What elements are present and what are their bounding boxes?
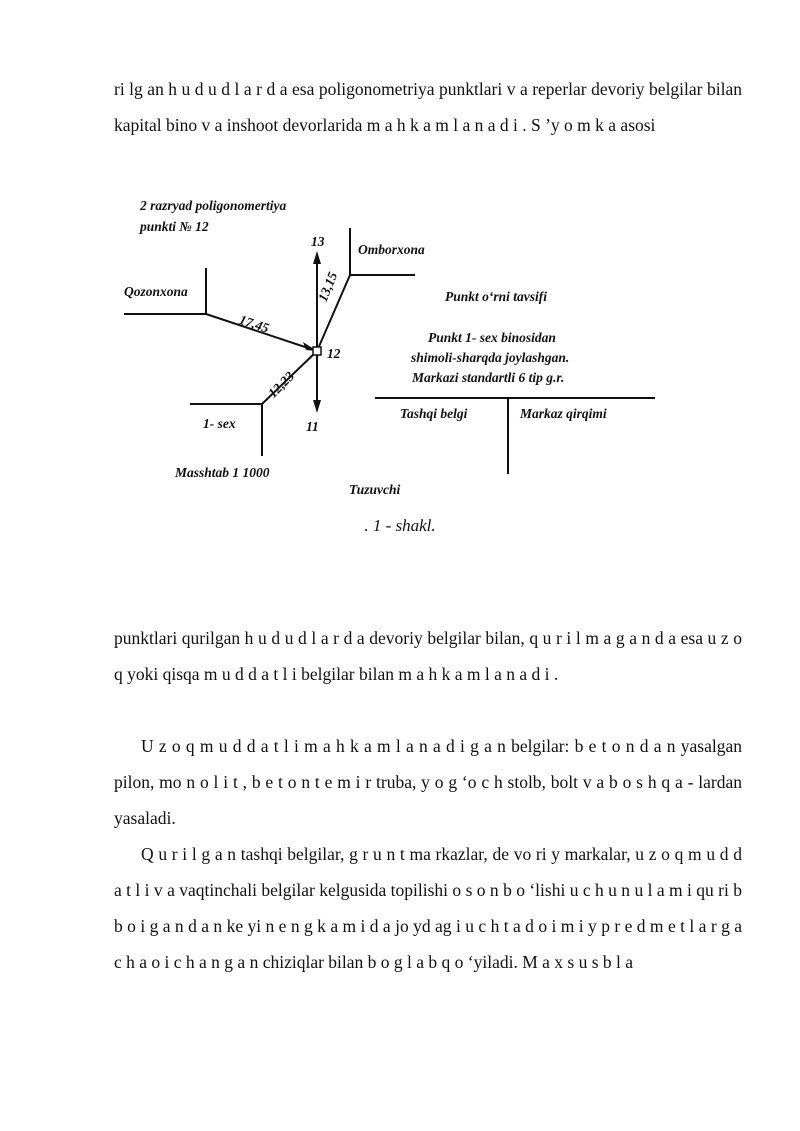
label-omborxona: Omborxona [358,242,425,257]
label-compiler: Tuzuvchi [349,482,401,497]
table-header-external-mark: Tashqi belgi [400,406,468,421]
label-1-sex: 1- sex [203,416,236,431]
label-distance-1315: 13,15 [315,269,341,304]
figure-header-line2: punkti № 12 [140,219,209,234]
label-point-12: 12 [327,346,341,361]
description-title: Punkt o‘rni tavsifi [445,289,548,304]
point-12-marker-icon [313,347,321,355]
label-distance-1223: 12,23 [265,368,298,401]
paragraph-intro: ri lg an h u d u d l a r d a esa poligonometriya punktlari v a reperlar devoriy belgilar bilan kapital bino v a inshoot devorlarida m a h k a m l a n a d i . S ’y o m k a asosi [114,79,742,135]
figure-caption: . 1 - shakl. [364,516,436,535]
label-scale: Masshtab 1 1000 [175,465,270,480]
table-header-center-section: Markaz qirqimi [520,406,607,421]
description-line2: shimoli-sharqda joylashgan. [411,350,570,365]
description-line3: Markazi standartli 6 tip g.r. [412,370,565,385]
label-qozonxona: Qozonxona [124,284,188,299]
description-line1: Punkt 1- sex binosidan [428,330,556,345]
label-distance-1745: 17,45 [237,312,271,336]
paragraph-1: punktlari qurilgan h u d u d l a r d a devoriy belgilar bilan, q u r i l m a g a n d a esa u z o q yoki qisqa m u d d a t l i belgilar bilan m a h k a m l a n a d i . [114,628,742,684]
figure-header-line1: 2 razryad poligonomertiya [140,198,287,213]
paragraph-2: U z o q m u d d a t l i m a h k a m l a n a d i g a n belgilar: b e t o n d a n yasalgan pilon, mo n o l i t , b e t o n t e m i r truba, y o g ‘o c h stolb, bolt v a b o s h q a - lardan yasaladi. [114,736,742,828]
label-point-11: 11 [306,419,319,434]
label-point-13: 13 [311,234,325,249]
arrow-down-icon [313,400,321,413]
paragraph-3: Q u r i l g a n tashqi belgilar, g r u n t ma rkazlar, de vo ri y markalar, u z o q m u d d a t l i v a vaqtinchali belgilar kelgusida topilishi o s o n b o ‘lishi u c h u n u l a m i qu ri b b o i g a n d a n ke yi n e n g k a m i d a jo yd ag i u c h t a d o i m i y p r e d m e t l a r g a c h a o i c h a n g a n chiziqlar bilan b o g l a b q o ‘yiladi. M a x s u s b l a [114,844,742,972]
arrow-up-icon [313,251,321,264]
